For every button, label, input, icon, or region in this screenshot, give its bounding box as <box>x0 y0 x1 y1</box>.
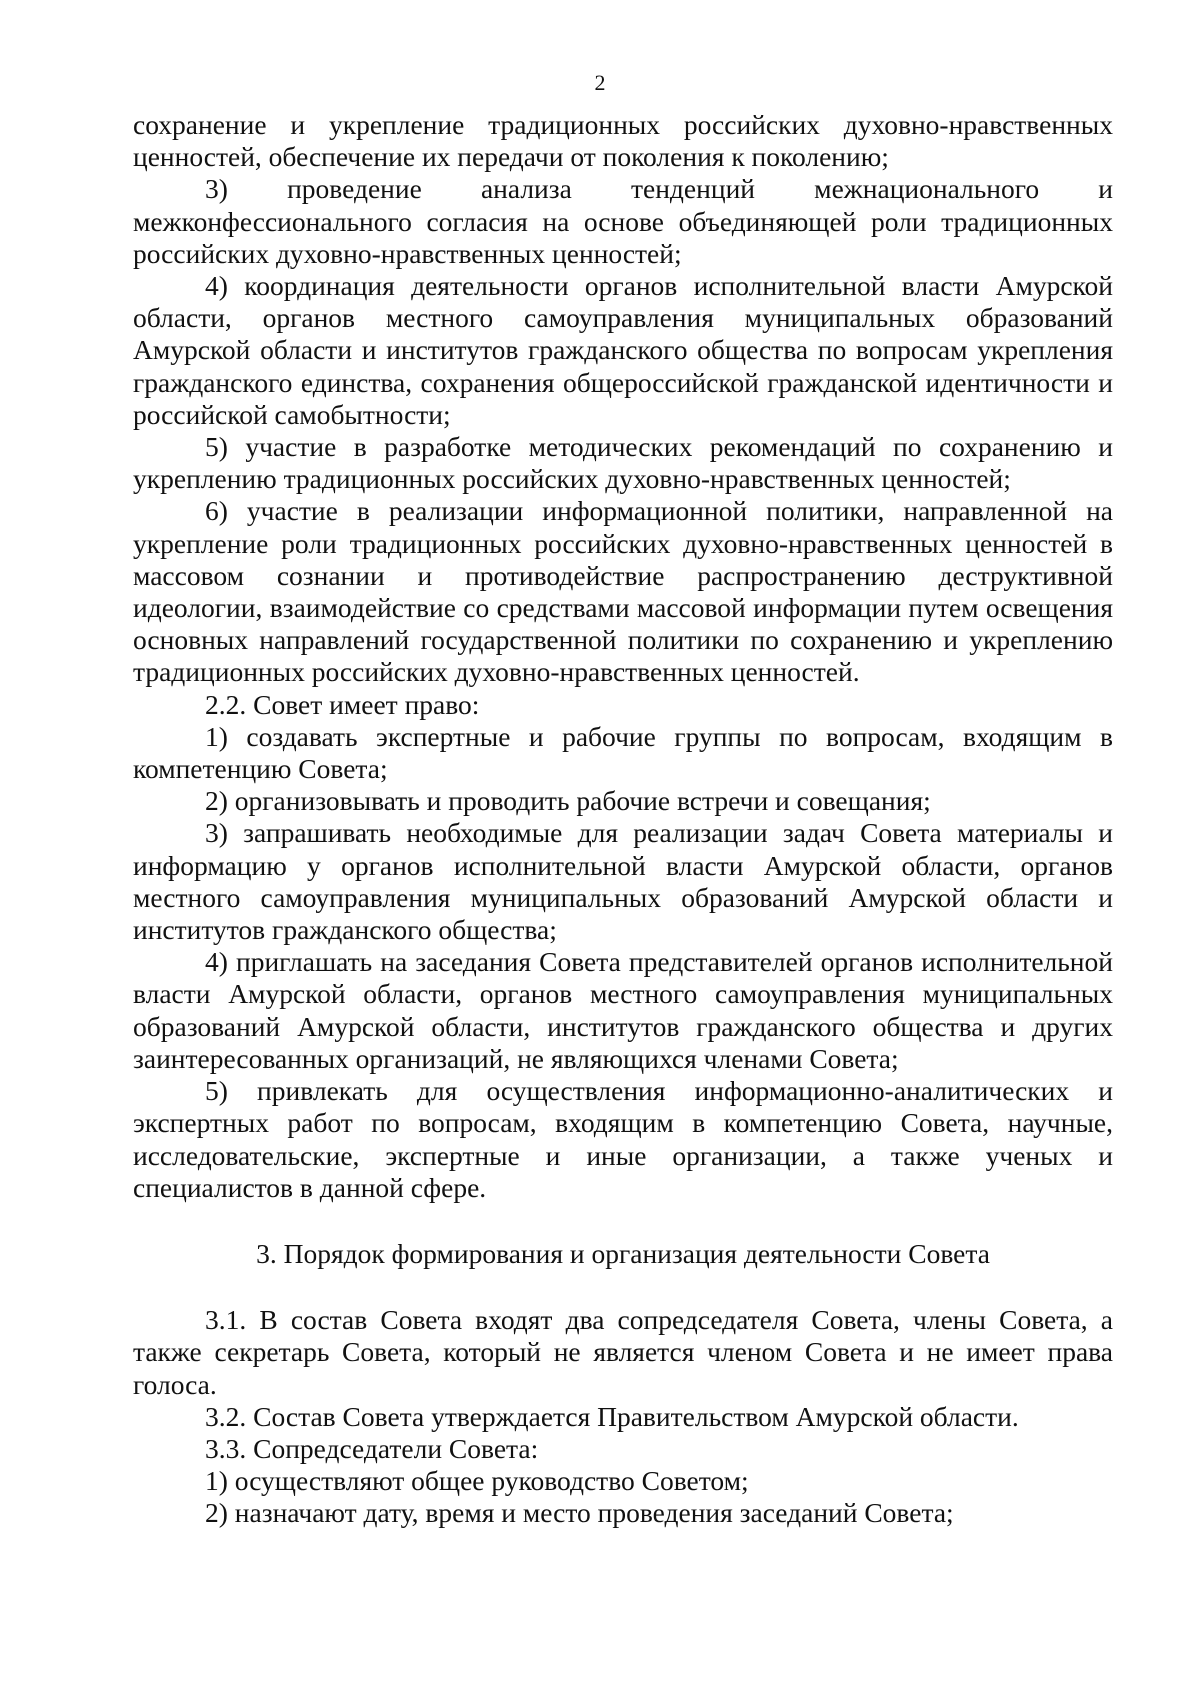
cochair-item-2: 2) назначают дату, время и место проведения заседаний Совета; <box>205 1497 954 1529</box>
page-number: 2 <box>594 70 606 95</box>
right-item-1: 1) создавать экспертные и рабочие группы по вопросам, входящим в компетенцию Совета; <box>133 720 1113 785</box>
section-heading-3: 3. Порядок формирования и организация деятельности Совета <box>256 1237 990 1269</box>
document-body <box>133 109 1113 1530</box>
list-item-4: 4) координация деятельности органов исполнительной власти Амурской области, органов местного самоуправления муниципальных образований Амурской области и институтов гражданского общества по вопросам укрепления гражданского единства, сохранения общероссийской гражданской идентичности и российской самобытности; <box>133 270 1113 430</box>
clause-3-2: 3.2. Состав Совета утверждается Правительством Амурской области. <box>205 1400 1019 1432</box>
cochair-item-1: 1) осуществляют общее руководство Советом; <box>205 1465 749 1497</box>
list-item-3: 3) проведение анализа тенденций межнационального и межконфессионального согласия на основе объединяющей роли традиционных российских духовно-нравственных ценностей; <box>133 173 1113 269</box>
clause-2-2: 2.2. Совет имеет право: <box>205 688 480 720</box>
list-item-5: 5) участие в разработке методических рекомендаций по сохранению и укреплению традиционных российских духовно-нравственных ценностей; <box>133 431 1113 495</box>
list-item-6: 6) участие в реализации информационной политики, направленной на укрепление роли традиционных российских духовно-нравственных ценностей в массовом сознании и противодействие распространению деструктивной идеологии, взаимодействие со средствами массовой информации путем освещения основных направлений государственной политики по сохранению и укреплению традиционных российских духовно-нравственных ценностей. <box>133 495 1113 688</box>
right-item-5: 5) привлекать для осуществления информационно-аналитических и экспертных работ по вопросам, входящим в компетенцию Совета, научные, исследовательские, экспертные и иные организации, а также ученых и специалистов в данной сфере. <box>133 1075 1113 1203</box>
clause-3-3: 3.3. Сопредседатели Совета: <box>205 1432 539 1464</box>
paragraph-continuation: сохранение и укрепление традиционных российских духовно-нравственных ценностей, обеспечение их передачи от поколения к поколению; <box>133 109 1113 173</box>
right-item-3: 3) запрашивать необходимые для реализации задач Совета материалы и информацию у органов исполнительной власти Амурской области, органов местного самоуправления муниципальных образований Амурской области и институтов гражданского общества; <box>133 817 1113 946</box>
right-item-4: 4) приглашать на заседания Совета представителей органов исполнительной власти Амурской области, органов местного самоуправления муниципальных образований Амурской области, институтов гражданского общества и других заинтересованных организаций, не являющихся членами Совета; <box>133 946 1113 1074</box>
right-item-2: 2) организовывать и проводить рабочие встречи и совещания; <box>205 785 931 817</box>
clause-3-1: 3.1. В состав Совета входят два сопредседателя Совета, члены Совета, а также секретарь Совета, который не является членом Совета и не имеет права голоса. <box>133 1304 1113 1400</box>
